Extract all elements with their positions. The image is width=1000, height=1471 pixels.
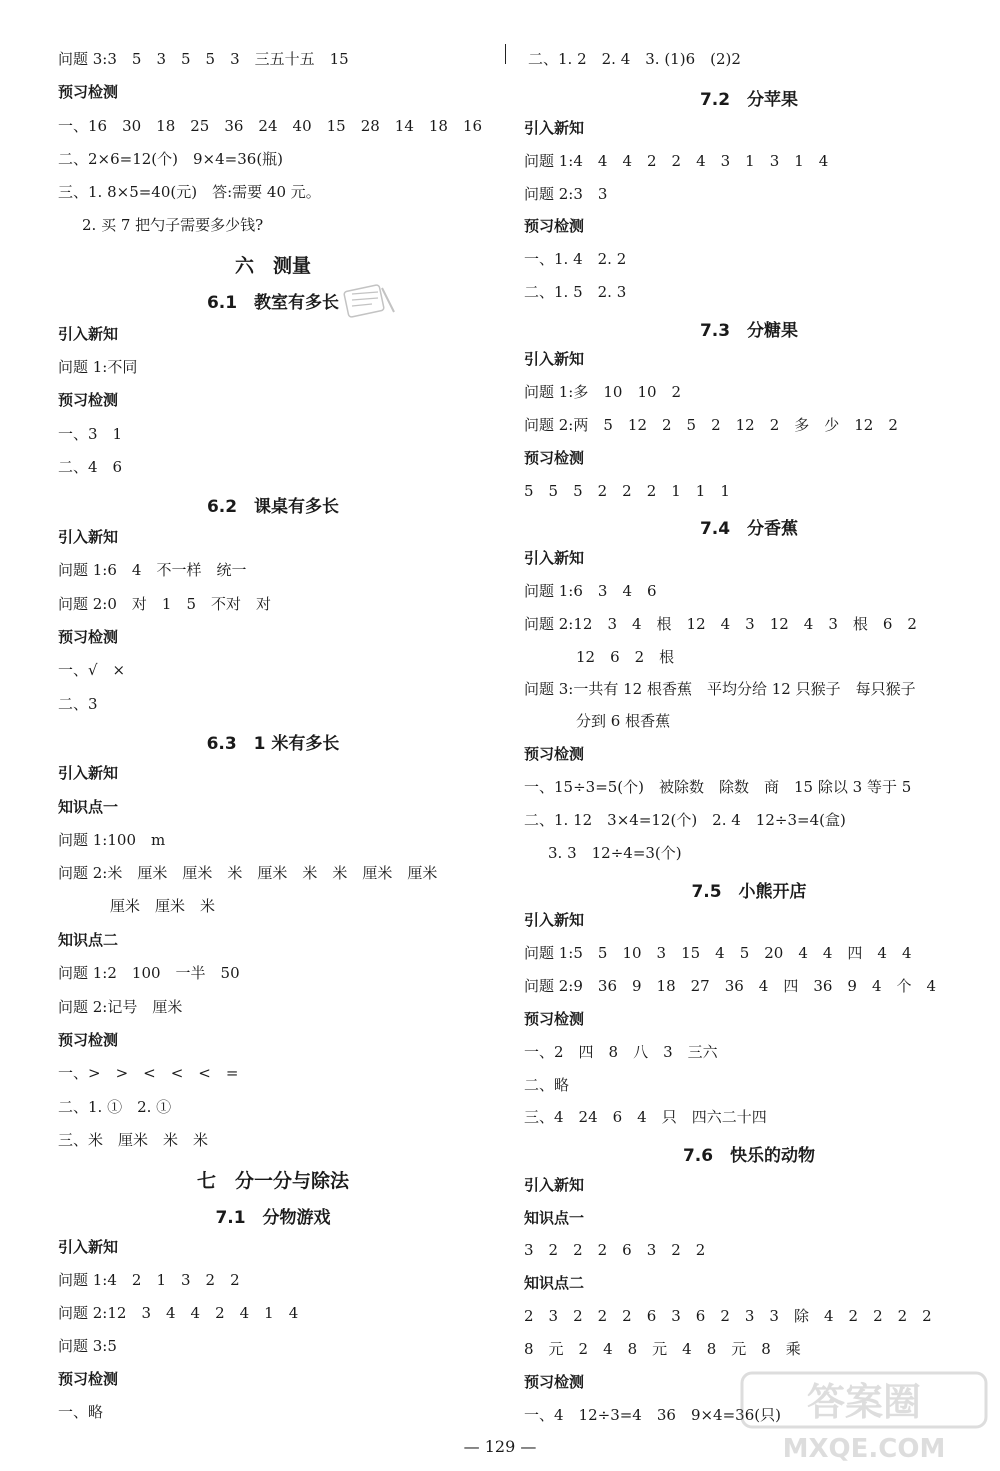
lesson-title: 7.4 分香蕉 (699, 519, 799, 539)
answer-line: 5 5 5 2 2 2 1 1 1 (524, 482, 730, 500)
section-heading: 引入新知 (524, 1176, 585, 1194)
watermark-logo-icon (734, 1365, 994, 1465)
lesson-title: 6.2 课桌有多长 (206, 497, 340, 517)
answer-line: 2. 买 7 把勺子需要多少钱? (82, 216, 264, 234)
site-watermark (734, 1365, 994, 1465)
answer-line: 分到 6 根香蕉 (576, 712, 671, 730)
knowledge-point-heading: 知识点一 (58, 798, 119, 816)
answer-line: 三、1. 8×5=40(元) 答:需要 40 元。 (58, 183, 321, 201)
lesson-title: 7.2 分苹果 (699, 90, 799, 110)
section-heading: 引入新知 (58, 325, 119, 343)
answer-line: 二、3 (58, 695, 98, 713)
answer-line: 问题 3:3 5 3 5 5 3 三五十五 15 (58, 50, 349, 68)
answer-line: 问题 2:12 3 4 根 12 4 3 12 4 3 根 6 2 (524, 615, 917, 633)
section-heading: 预习检测 (524, 217, 585, 235)
section-heading: 预习检测 (524, 1010, 585, 1028)
section-heading: 预习检测 (58, 391, 119, 409)
answer-line: 二、1. ① 2. ① (58, 1098, 172, 1116)
section-heading: 引入新知 (524, 350, 585, 368)
answer-line: 二、1. 2 2. 4 3. (1)6 (2)2 (528, 50, 741, 68)
lesson-title: 7.3 分糖果 (699, 321, 799, 341)
answer-line: 一、4 12÷3=4 36 9×4=36(只) (524, 1406, 781, 1424)
answer-line: 8 元 2 4 8 元 4 8 元 8 乘 (524, 1340, 801, 1358)
lesson-title: 7.5 小熊开店 (691, 882, 807, 902)
answer-line: 问题 2:米 厘米 厘米 米 厘米 米 米 厘米 厘米 (58, 864, 438, 882)
answer-line: 一、2 四 8 八 3 三六 (524, 1043, 718, 1061)
answer-line: 一、略 (58, 1403, 104, 1421)
lesson-title: 6.3 1 米有多长 (206, 734, 340, 754)
answer-line: 3 2 2 2 6 3 2 2 (524, 1241, 706, 1259)
column-divider (505, 44, 506, 64)
answer-line: 二、4 6 (58, 458, 123, 476)
section-heading: 引入新知 (58, 764, 119, 782)
answer-line: 二、1. 12 3×4=12(个) 2. 4 12÷3=4(盒) (524, 811, 846, 829)
answer-line: 二、2×6=12(个) 9×4=36(瓶) (58, 150, 284, 168)
lesson-title: 7.1 分物游戏 (215, 1208, 331, 1228)
answer-line: 一、√ × (58, 661, 126, 679)
section-heading: 引入新知 (58, 1238, 119, 1256)
page-number: — 129 — (463, 1437, 537, 1456)
answer-line: 问题 1:2 100 一半 50 (58, 964, 240, 982)
answer-line: 12 6 2 根 (576, 648, 675, 666)
answer-line: 问题 1:多 10 10 2 (524, 383, 682, 401)
section-heading: 引入新知 (524, 119, 585, 137)
answer-line: 三、米 厘米 米 米 (58, 1131, 209, 1149)
answer-line: 问题 1:4 2 1 3 2 2 (58, 1271, 240, 1289)
answer-line: 二、1. 5 2. 3 (524, 283, 627, 301)
knowledge-point-heading: 知识点二 (524, 1274, 585, 1292)
section-heading: 预习检测 (524, 745, 585, 763)
lesson-title: 6.1 教室有多长 (206, 293, 340, 313)
knowledge-point-heading: 知识点二 (58, 931, 119, 949)
answer-line: 问题 1:不同 (58, 358, 138, 376)
answer-line: 一、1. 4 2. 2 (524, 250, 627, 268)
answer-line: 问题 1:100 m (58, 831, 166, 849)
section-heading: 引入新知 (524, 911, 585, 929)
answer-line: 问题 2:9 36 9 18 27 36 4 四 36 9 4 个 4 (524, 977, 937, 995)
answer-line: 问题 3:5 (58, 1337, 117, 1355)
section-heading: 预习检测 (58, 628, 119, 646)
answer-line: 问题 1:6 3 4 6 (524, 582, 657, 600)
answer-line: 一、16 30 18 25 36 24 40 15 28 14 18 16 (58, 117, 483, 135)
answer-line: 问题 3:一共有 12 根香蕉 平均分给 12 只猴子 每只猴子 (524, 680, 916, 698)
section-heading: 预习检测 (524, 449, 585, 467)
answer-line: 2 3 2 2 2 6 3 6 2 3 3 除 4 2 2 2 2 (524, 1307, 932, 1325)
answer-line: 问题 2:3 3 (524, 185, 608, 203)
answer-line: 一、15÷3=5(个) 被除数 除数 商 15 除以 3 等于 5 (524, 778, 912, 796)
answer-line: 厘米 厘米 米 (110, 897, 216, 915)
svg-text:MXQE.COM: MXQE.COM (782, 1434, 946, 1464)
publisher-stamp-icon (342, 282, 398, 322)
answer-line: 一、> > < < < = (58, 1064, 239, 1082)
answer-line: 问题 2:两 5 12 2 5 2 12 2 多 少 12 2 (524, 416, 898, 434)
section-heading: 预习检测 (58, 83, 119, 101)
unit-title: 七 分一分与除法 (196, 1170, 349, 1192)
lesson-title: 7.6 快乐的动物 (682, 1146, 816, 1166)
answer-line: 3. 3 12÷4=3(个) (548, 844, 682, 862)
svg-text:答案圈: 答案圈 (806, 1380, 922, 1424)
unit-title: 六 测量 (234, 255, 311, 277)
knowledge-point-heading: 知识点一 (524, 1209, 585, 1227)
answer-line: 三、4 24 6 4 只 四六二十四 (524, 1108, 767, 1126)
section-heading: 预习检测 (58, 1031, 119, 1049)
section-heading: 引入新知 (524, 549, 585, 567)
section-heading: 预习检测 (524, 1373, 585, 1391)
answer-line: 问题 1:6 4 不一样 统一 (58, 561, 247, 579)
answer-line: 问题 2:12 3 4 4 2 4 1 4 (58, 1304, 299, 1322)
section-heading: 引入新知 (58, 528, 119, 546)
answer-line: 问题 1:5 5 10 3 15 4 5 20 4 4 四 4 4 (524, 944, 912, 962)
answer-line: 问题 2:记号 厘米 (58, 998, 183, 1016)
answer-line: 二、略 (524, 1076, 570, 1094)
answer-line: 问题 2:0 对 1 5 不对 对 (58, 595, 271, 613)
answer-line: 一、3 1 (58, 425, 123, 443)
section-heading: 预习检测 (58, 1370, 119, 1388)
answer-line: 问题 1:4 4 4 2 2 4 3 1 3 1 4 (524, 152, 829, 170)
